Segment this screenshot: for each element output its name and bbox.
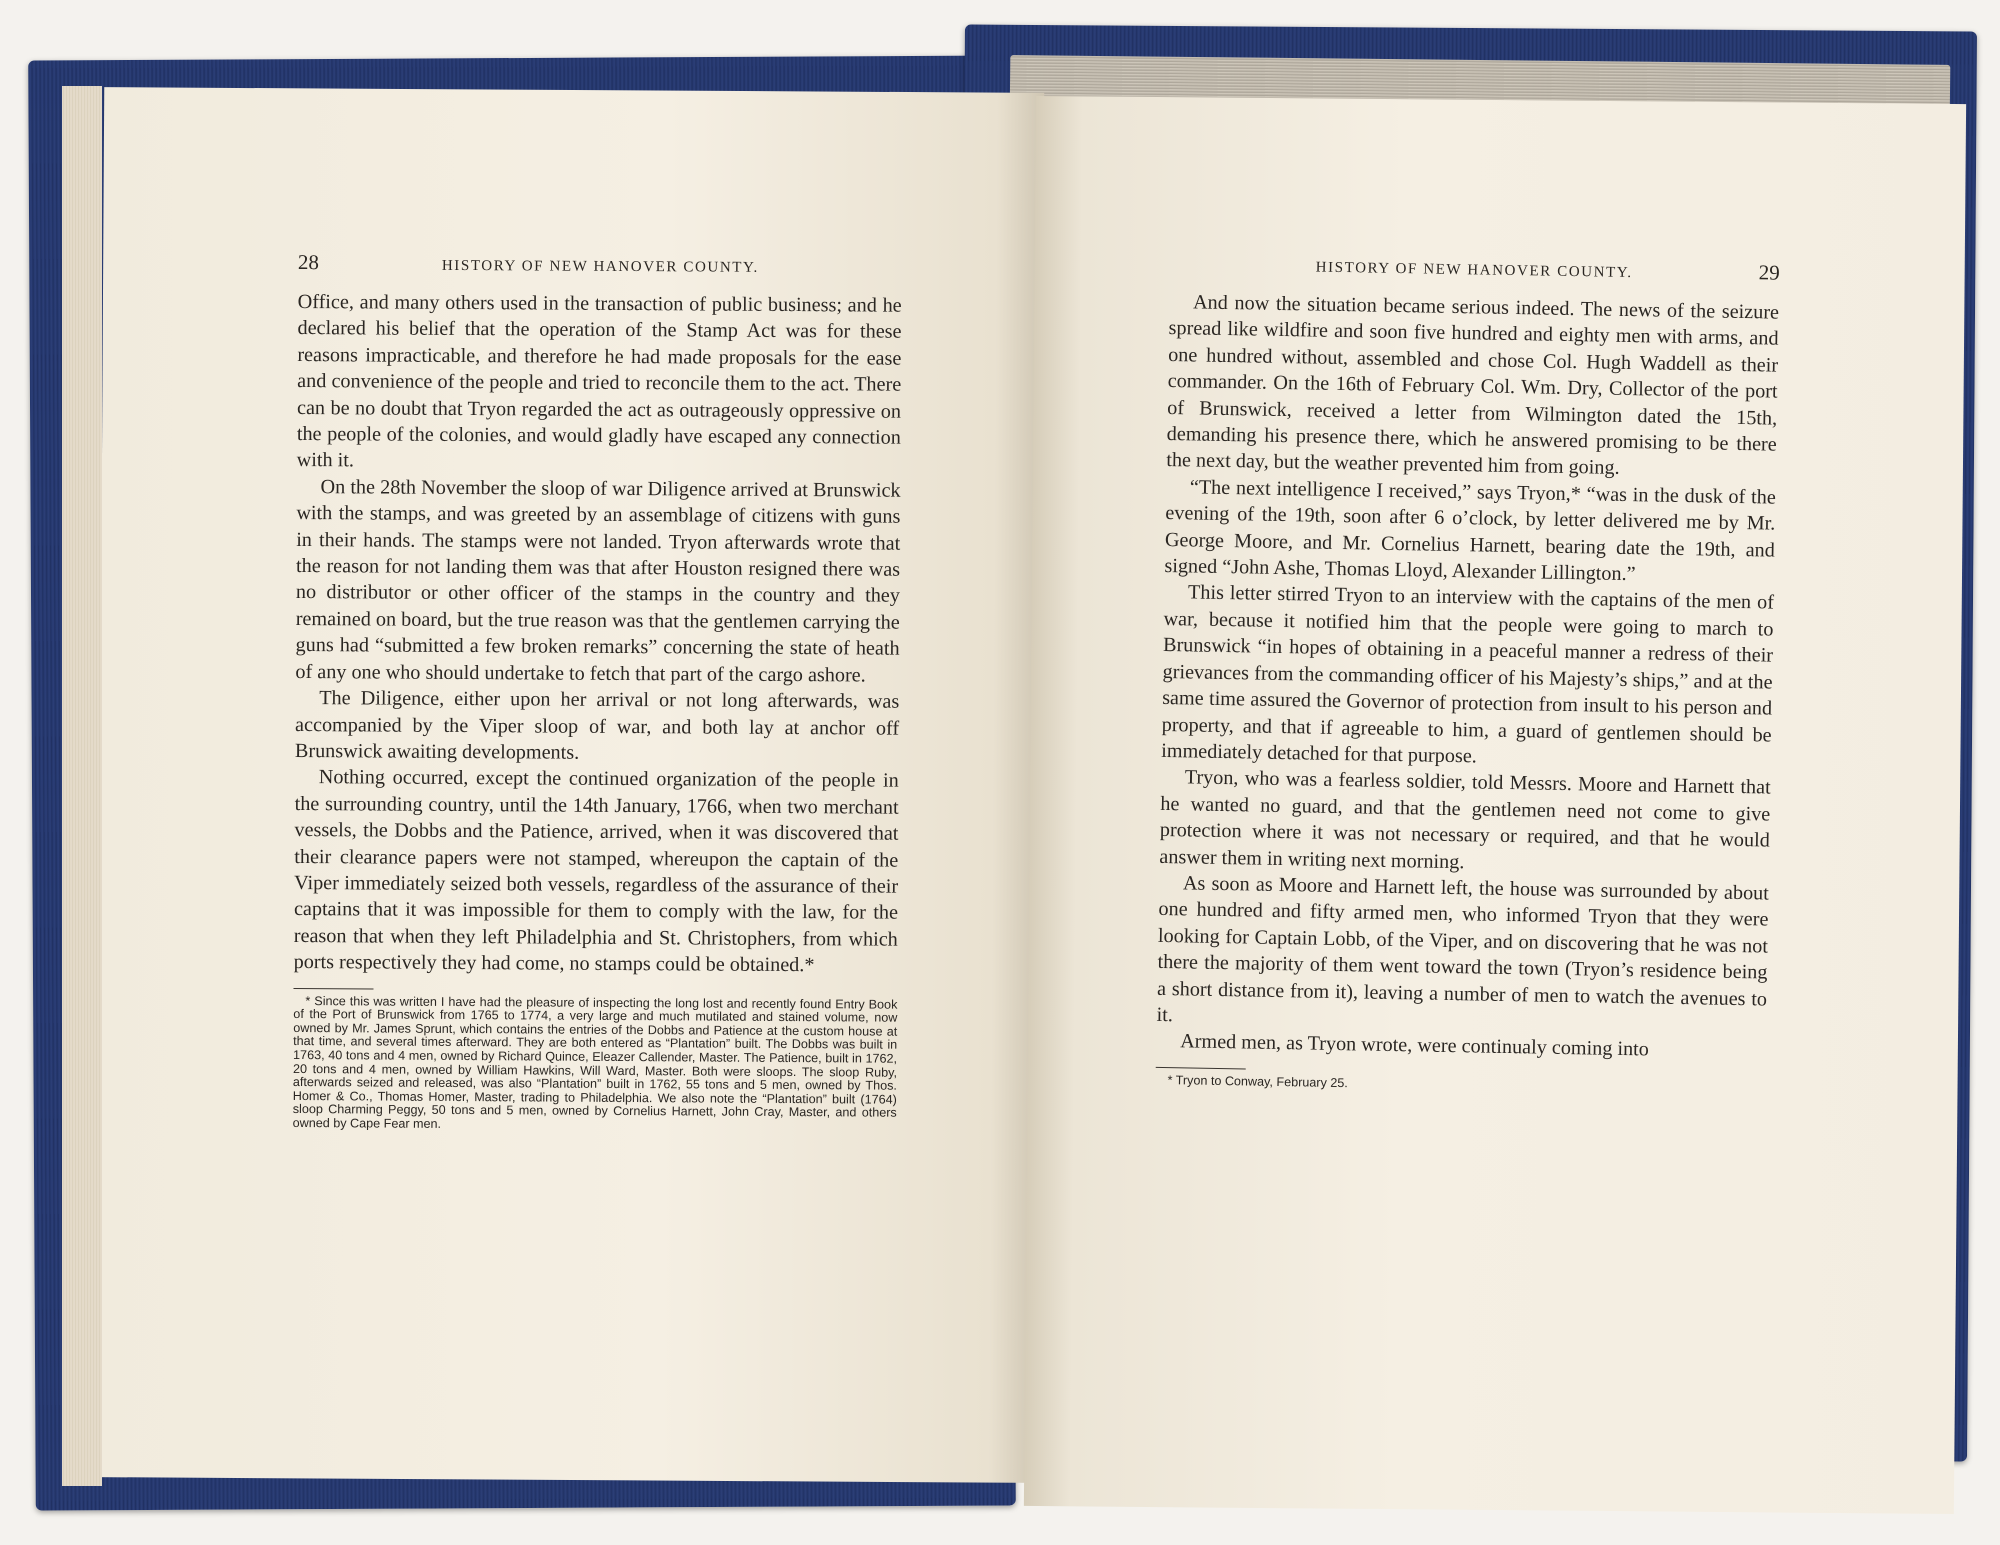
running-head-title-right: HISTORY OF NEW HANOVER COUNTY.: [1315, 259, 1633, 282]
paragraph: Office, and many others used in the transaction of public business; and he declared his belief that the operation of the Stamp Act was for these reasons impracticable, and therefore he had made proposals for the ease and convenience of the people and tried to reconcile them to the act. There can be no doubt that Tryon regarded the act as outrageously oppressive on the people of the colonies, and would gladly have escaped any connection with it.: [296, 290, 902, 472]
page-number-right: 29: [1758, 260, 1780, 285]
footnote-text: * Since this was written I have had the pleasure of inspecting the long lost and recently found Entry Book of the Port of Brunswick from 1765 to 1774, a very large and much mutilated and stained volume, now owned by Mr. James Sprunt, which contains the entries of the Dobbs and Patience at the custom house at that time, and several times afterward. They are both entered as “Plantation” built. The Dobbs was built in 1763, 40 tons and 4 men, owned by Richard Quince, Eleazer Callender, Master. The Patience, built in 1762, 20 tons and 4 men, owned by William Hawkins, Will Ward, Master. Both were sloops. The sloop Ruby, afterwards seized and released, was also “Plantation” built in 1762, 55 tons and 5 men, owned by Thos. Homer & Co., Thomas Homer, Master, trading to Philadelphia. We also note the “Plantation” built (1764) sloop Charming Peggy, 50 tons and 5 men, owned by Cornelius Harnett, John Cray, Master, and others owned by Cape Fear men.: [292, 993, 898, 1131]
paragraph: “The next intelligence I received,” says Tryon,* “was in the dusk of the evening of the 19th, soon after 6 o’clock, by letter delivered me by Mr. George Moore, and Mr. Cornelius Harnett, bearing date the 19th, and signed “John Ashe, Thomas Lloyd, Alexander Lillington.”: [1164, 476, 1776, 586]
paragraph: As soon as Moore and Harnett left, the house was surrounded by about one hundred and fifty armed men, who informed Tryon that they were looking for Captain Lobb, of the Viper, and on discovering that he was not there the majority of them went toward the town (Tryon’s residence being a short distance from it), leaving a number of men to watch the avenues to it.: [1156, 872, 1770, 1027]
right-body-text: [1156, 289, 1779, 1065]
page-number-left: 28: [297, 250, 319, 275]
paragraph: This letter stirred Tryon to an interview with the captains of the men of war, because it notified him that the people were going to march to Brunswick “in hopes of obtaining in a peaceful manner a redress of their grievances from the commanding officer of his Majesty’s ships,” and at the same time assured the Governor of protection from insult to his person and property, and that if agreeable to him, a guard of gentlemen should be immediately detached for that purpose.: [1161, 581, 1775, 768]
footnote-rule: [1156, 1067, 1246, 1070]
left-running-head: [298, 250, 902, 279]
paragraph: And now the situation became serious indeed. The news of the seizure spread like wildfire and soon five hundred and eighty men with arms, and one hundred without, assembled and chose Col. Hugh Waddell as their commander. On the 16th of February Col. Wm. Dry, Collector of the port of Brunswick, received a letter from Wilmington dated the 15th, demanding his presence there, which he answered promising to be there the next day, but the weather prevented him from going.: [1166, 291, 1780, 480]
right-page: [1155, 250, 1780, 1098]
running-head-title-left: HISTORY OF NEW HANOVER COUNTY.: [441, 257, 759, 276]
left-page: [293, 250, 902, 1134]
paragraph: On the 28th November the sloop of war Diligence arrived at Brunswick with the stamps, and was greeted by an assemblage of citizens with guns in their hands. The stamps were not landed. Tryon afterwards wrote that the reason for not landing them was that after Houston resigned there was no distributor or other officer of the stamps in the country and they remained on board, but the true reason was that the gentlemen carrying the guns had “submitted a few broken remarks” concerning the state of heath of any one who should undertake to fetch that part of the cargo ashore.: [295, 475, 901, 687]
left-body-text: [294, 289, 902, 979]
left-page-stack: [62, 86, 102, 1486]
footnote-rule: [293, 988, 373, 989]
footnote-left: [293, 995, 898, 1135]
paragraph: Armed men, as Tryon wrote, were continualy coming into: [1179, 1030, 1650, 1061]
footnote-text: * Tryon to Conway, February 25.: [1167, 1072, 1348, 1091]
paragraph: The Diligence, either upon her arrival or not long afterwards, was accompanied by the Viper sloop of war, and both lay at anchor off Brunswick awaiting developments.: [294, 687, 900, 764]
paragraph: Nothing occurred, except the continued organization of the people in the surrounding country, until the 14th January, 1766, when two merchant vessels, the Dobbs and the Patience, arrived, when it was discovered that their clearance papers were not stamped, whereupon the captain of the Viper immediately seized both vessels, regardless of the assurance of their captains that it was impossible for them to comply with the law, for the reason that when they left Philadelphia and St. Christophers, from which ports respectively they had come, no stamps could be obtained.*: [293, 766, 899, 977]
paragraph: Tryon, who was a fearless soldier, told Messrs. Moore and Harnett that he wanted no guard, and that the gentlemen need not come to give protection where it was not necessary or required, and that he would answer them in writing next morning.: [1159, 766, 1771, 873]
